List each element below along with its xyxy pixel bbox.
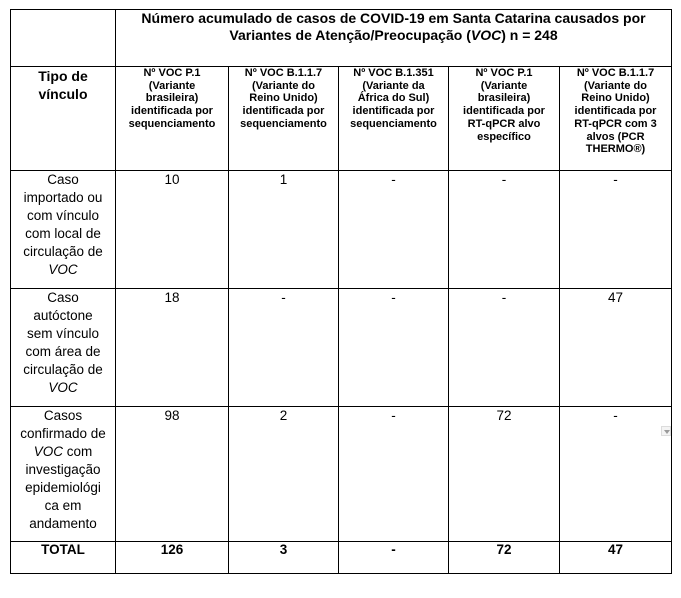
header-line: Reino Unido) bbox=[249, 92, 318, 105]
header-line: específico bbox=[477, 130, 531, 143]
header-line: (Variante do bbox=[584, 79, 647, 92]
row-label-line bbox=[11, 379, 115, 397]
table-title-line-1: Número acumulado de casos de COVID-19 em Santa Catarina causados por bbox=[141, 10, 646, 26]
row-label-line: confirmado de bbox=[20, 426, 106, 441]
header-line: identificada por bbox=[242, 105, 325, 118]
row-label-imported bbox=[11, 171, 116, 289]
row-label-line: com local de bbox=[25, 226, 101, 241]
header-line: (Variante do bbox=[252, 79, 315, 92]
header-line: identificada por bbox=[352, 105, 435, 118]
row-label-line: circulação de bbox=[23, 244, 103, 259]
header-line: (Variante bbox=[148, 79, 196, 92]
header-row bbox=[11, 67, 672, 171]
row-label-line: ca em bbox=[44, 498, 82, 513]
row-label-voc: VOC bbox=[48, 262, 78, 277]
title-voc: VOC bbox=[470, 27, 502, 43]
row-label-line: epidemiológi bbox=[25, 480, 101, 495]
title-count: ) n = 248 bbox=[501, 27, 558, 43]
table-cell: 98 bbox=[116, 407, 229, 542]
header-line: sequenciamento bbox=[240, 117, 327, 130]
table-cell: 47 bbox=[560, 289, 672, 407]
header-line: RT-qPCR com 3 bbox=[574, 117, 657, 130]
header-line: brasileira) bbox=[145, 92, 199, 105]
table-cell: 1 bbox=[229, 171, 339, 289]
row-header-line: vínculo bbox=[38, 86, 88, 102]
row-label-line: Casos bbox=[43, 408, 83, 423]
table-cell: - bbox=[449, 289, 560, 407]
total-cell: 126 bbox=[116, 542, 229, 574]
table-cell: 2 bbox=[229, 407, 339, 542]
table-cell: - bbox=[229, 289, 339, 407]
row-label-line: circulação de bbox=[23, 362, 103, 377]
row-label-line bbox=[11, 443, 115, 461]
row-label-under-investigation bbox=[11, 407, 116, 542]
total-row bbox=[11, 542, 672, 574]
header-line: (Variante bbox=[480, 79, 528, 92]
total-cell: - bbox=[339, 542, 449, 574]
header-line: identificada por bbox=[131, 105, 213, 118]
table-cell: 72 bbox=[449, 407, 560, 542]
row-label-line: autóctone bbox=[33, 308, 93, 323]
header-line: brasileira) bbox=[477, 92, 531, 105]
header-line: RT-qPCR alvo bbox=[467, 117, 541, 130]
corner-cell bbox=[11, 10, 116, 67]
row-label-line bbox=[11, 261, 115, 279]
table-cell: - bbox=[339, 171, 449, 289]
table-cell: - bbox=[560, 171, 672, 289]
column-header-b117-seq bbox=[229, 67, 339, 171]
table-row bbox=[11, 407, 672, 542]
table-row bbox=[11, 171, 672, 289]
row-label-line: sem vínculo bbox=[26, 326, 100, 341]
header-line: sequenciamento bbox=[128, 117, 216, 130]
row-label-autochthonous bbox=[11, 289, 116, 407]
header-line: (Variante da bbox=[362, 79, 425, 92]
row-label-line: importado ou bbox=[23, 190, 103, 205]
row-label-line: andamento bbox=[29, 516, 97, 531]
cell-dropdown-arrow-icon[interactable] bbox=[661, 426, 671, 436]
column-header-p1-pcr bbox=[449, 67, 560, 171]
header-line: Nº VOC P.1 bbox=[143, 67, 201, 79]
header-line: Nº VOC P.1 bbox=[475, 67, 533, 79]
table-cell: 10 bbox=[116, 171, 229, 289]
header-line: identificada por bbox=[574, 105, 657, 118]
row-label-line: com área de bbox=[25, 344, 101, 359]
column-header-b1351-seq bbox=[339, 67, 449, 171]
row-label-line: investigação bbox=[25, 462, 101, 477]
voc-cases-table bbox=[10, 9, 672, 574]
table-cell: 18 bbox=[116, 289, 229, 407]
header-line: sequenciamento bbox=[350, 117, 437, 130]
total-cell: 47 bbox=[560, 542, 672, 574]
title-row bbox=[11, 10, 672, 67]
table-row bbox=[11, 289, 672, 407]
table-cell: - bbox=[339, 289, 449, 407]
column-header-b117-pcr bbox=[560, 67, 672, 171]
header-line: Nº VOC B.1.1.7 bbox=[244, 67, 323, 79]
row-label-line: Caso bbox=[47, 290, 79, 305]
row-label-line: Caso bbox=[47, 172, 79, 187]
header-line: Reino Unido) bbox=[581, 92, 650, 105]
table-cell: - bbox=[560, 407, 672, 542]
header-line: Nº VOC B.1.1.7 bbox=[576, 67, 655, 79]
header-line: THERMO®) bbox=[585, 143, 646, 156]
column-header-p1-seq bbox=[116, 67, 229, 171]
total-cell: 72 bbox=[449, 542, 560, 574]
header-line: África do Sul) bbox=[357, 92, 430, 105]
row-header-line: Tipo de bbox=[38, 68, 88, 84]
table-cell: - bbox=[339, 407, 449, 542]
header-line: alvos (PCR bbox=[586, 130, 645, 143]
table-title-line-2 bbox=[116, 27, 671, 44]
header-line: identificada por bbox=[463, 105, 545, 118]
total-label: TOTAL bbox=[11, 542, 116, 574]
table-title bbox=[116, 10, 672, 67]
row-label-text: com bbox=[63, 444, 93, 459]
row-label-line: com vínculo bbox=[26, 208, 100, 223]
header-line: Nº VOC B.1.351 bbox=[353, 67, 434, 79]
row-label-voc: VOC bbox=[33, 444, 63, 459]
row-label-voc: VOC bbox=[48, 380, 78, 395]
title-text: Variantes de Atenção/Preocupação ( bbox=[229, 27, 471, 43]
table-cell: - bbox=[449, 171, 560, 289]
row-header-cell bbox=[11, 67, 116, 171]
total-cell: 3 bbox=[229, 542, 339, 574]
